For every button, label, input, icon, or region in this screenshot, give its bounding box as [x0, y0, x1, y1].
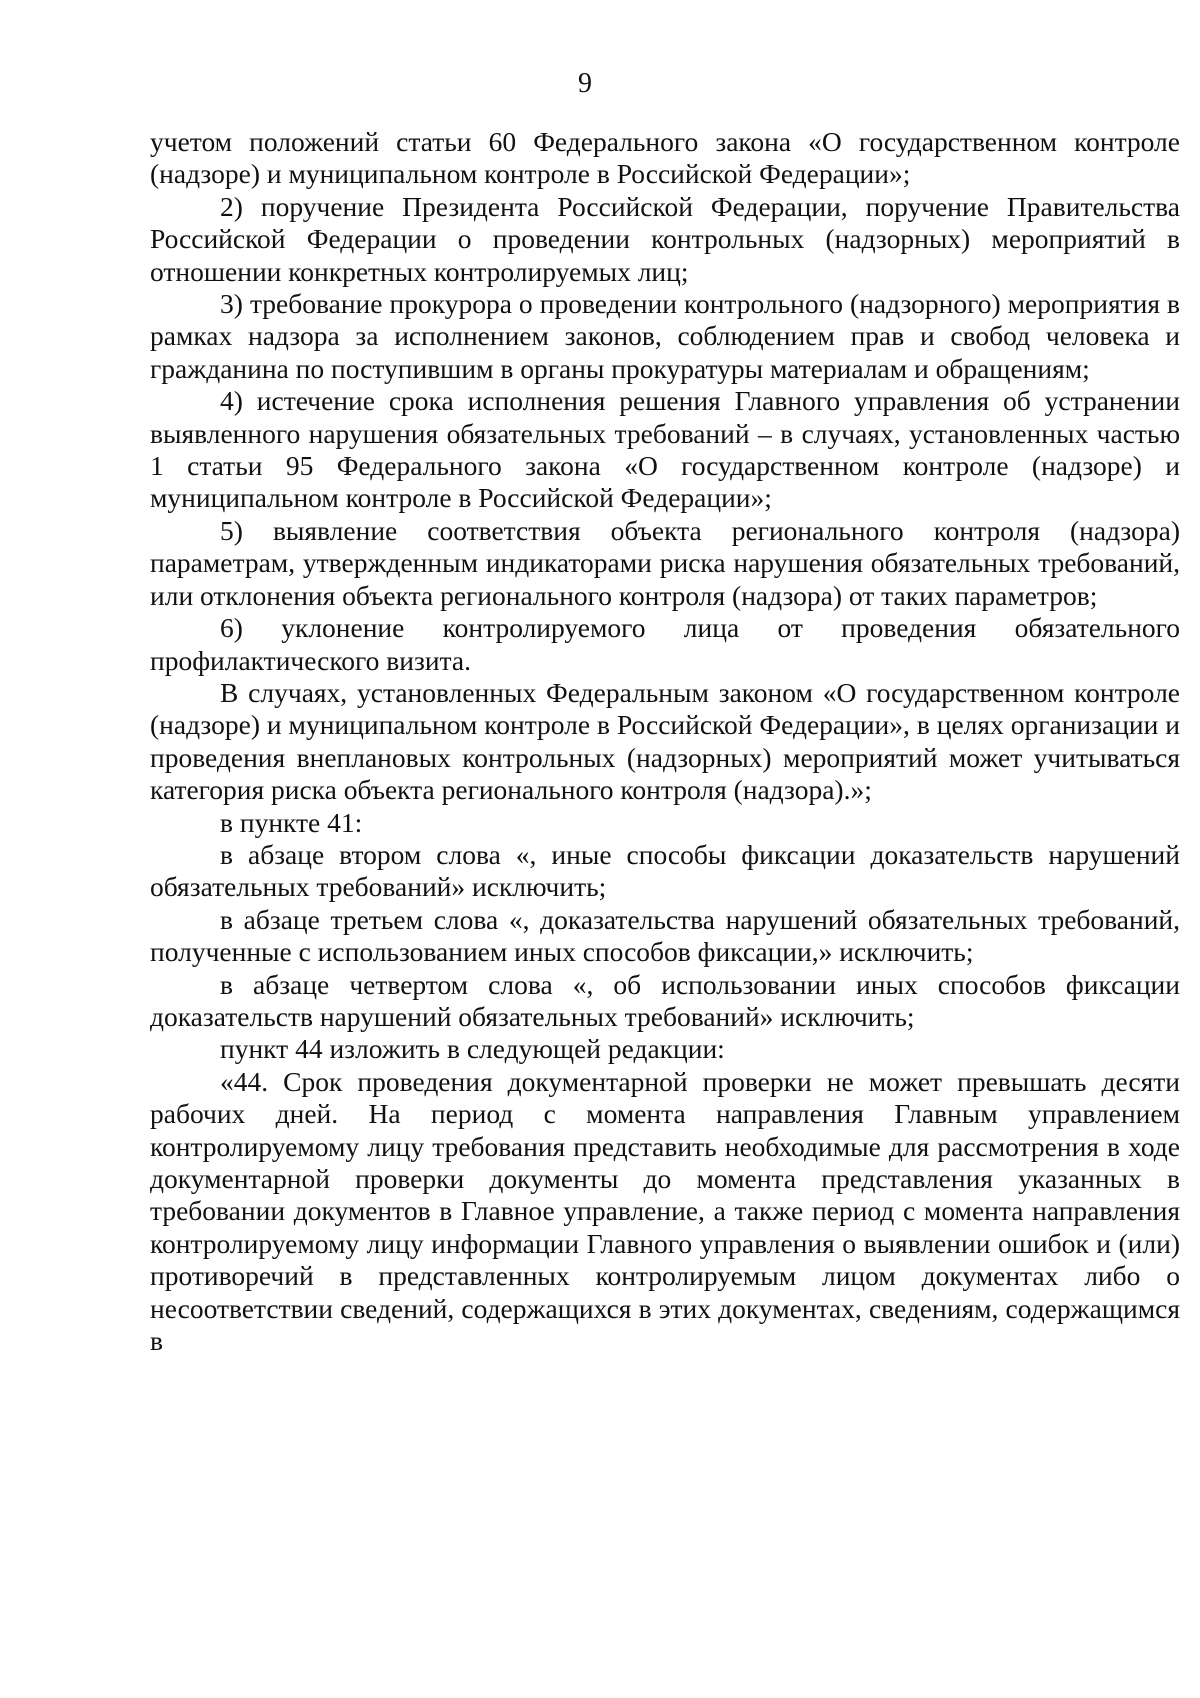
paragraph: учетом положений статьи 60 Федерального закона «О государственном контроле (надзоре) и муниципальном контроле в Российской Федерации»; [150, 126, 1180, 190]
paragraph: в абзаце втором слова «, иные способы фиксации доказательств нарушений обязательных требований» исключить; [150, 838, 1180, 903]
paragraph: 4) истечение срока исполнения решения Главного управления об устранении выявленного нарушения обязательных требований – в случаях, установленных частью 1 статьи 95 Федерального закона «О государственном контроле (надзоре) и муниципальном контроле в Российской Федерации»; [150, 385, 1180, 514]
document-body [150, 126, 1180, 1357]
paragraph: 2) поручение Президента Российской Федерации, поручение Правительства Российской Федерации о проведении контрольных (надзорных) мероприятий в отношении конкретных контролируемых лиц; [150, 190, 1180, 287]
paragraph: пункт 44 изложить в следующей редакции: [220, 1033, 725, 1065]
paragraph: В случаях, установленных Федеральным законом «О государственном контроле (надзоре) и муниципальном контроле в Российской Федерации», в целях организации и проведения внеплановых контрольных (надзорных) мероприятий может учитываться категория риска объекта регионального контроля (надзора).»; [150, 676, 1180, 806]
paragraph: «44. Срок проведения документарной проверки не может превышать десяти рабочих дней. На период с момента направления Главным управлением контролируемому лицу требования представить необходимые для рассмотрения в ходе документарной проверки документы до момента представления указанных в требовании документов в Главное управление, а также период с момента направления контролируемому лицу информации Главного управления о выявлении ошибок и (или) противоречий в представленных контролируемым лицом документах либо о несоответствии сведений, содержащихся в этих документах, сведениям, содержащимся в [150, 1065, 1180, 1357]
paragraph: в пункте 41: [220, 806, 363, 838]
paragraph: 5) выявление соответствия объекта регионального контроля (надзора) параметрам, утвержденным индикаторами риска нарушения обязательных требований, или отклонения объекта регионального контроля (надзора) от таких параметров; [150, 514, 1180, 611]
paragraph: в абзаце третьем слова «, доказательства нарушений обязательных требований, полученные с использованием иных способов фиксации,» исключить; [150, 903, 1180, 968]
paragraph: в абзаце четвертом слова «, об использовании иных способов фиксации доказательств нарушений обязательных требований» исключить; [150, 968, 1180, 1032]
paragraph: 6) уклонение контролируемого лица от проведения обязательного профилактического визита. [150, 612, 1180, 676]
paragraph: 3) требование прокурора о проведении контрольного (надзорного) мероприятия в рамках надзора за исполнением законов, соблюдением прав и свобод человека и гражданина по поступившим в органы прокуратуры материалам и обращениям; [150, 288, 1180, 384]
page-number: 9 [578, 68, 592, 99]
